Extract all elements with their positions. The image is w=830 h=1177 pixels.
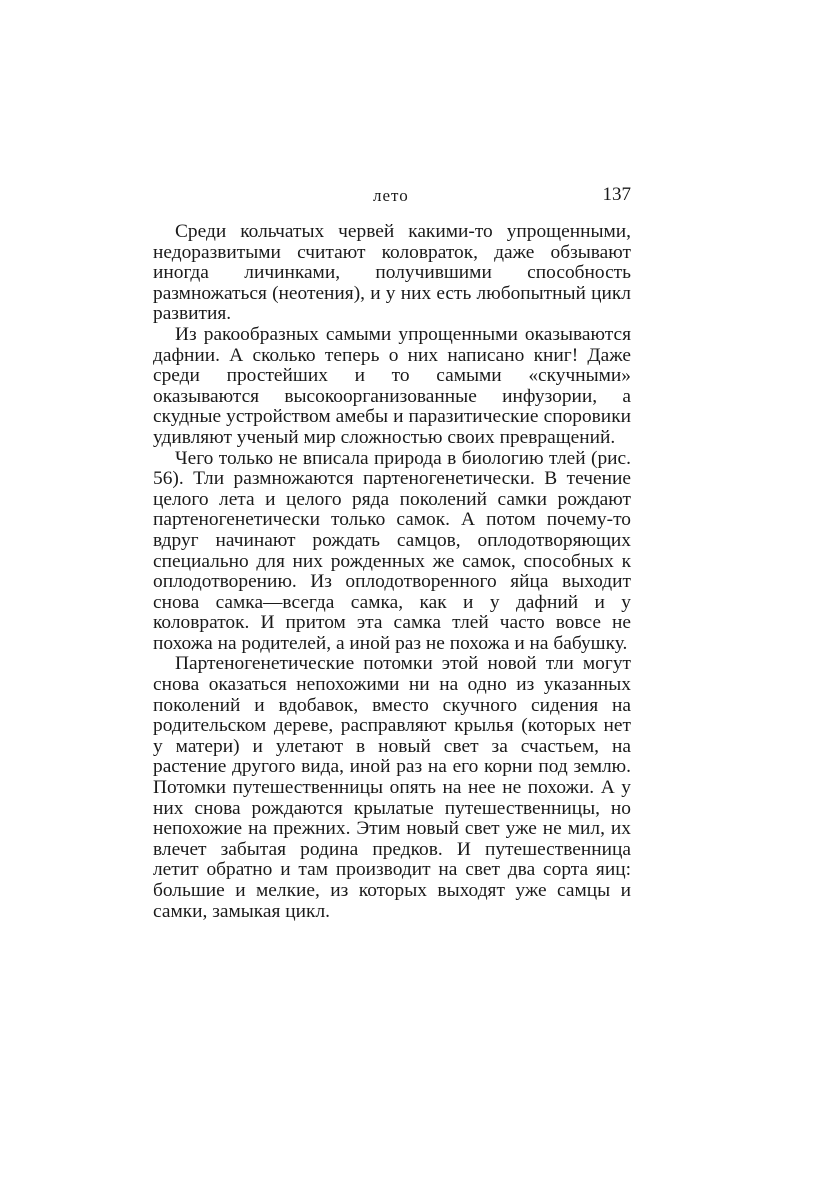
page-number: 137 xyxy=(602,184,631,205)
body-text xyxy=(153,222,631,922)
paragraph-4: Партеногенетические потомки этой новой тли могут снова оказаться непохожими ни на одно из указанных поколений и вдобавок, вместо скучного сидения на родительском дереве, расправляют крылья (которых нет у матери) и улетают в новый свет за счастьем, на растение другого вида, иной раз на его корни под землю. Потомки путешественницы опять на нее не похожи. А у них снова рождаются крылатые путешественницы, но непохожие на прежних. Этим новый свет уже не мил, их влечет забытая родина предков. И путешественница летит обратно и там производит на свет два сорта яиц: большие и мелкие, из которых выходят уже самцы и самки, замыкая цикл. xyxy=(153,653,631,922)
book-page xyxy=(153,180,631,922)
running-head xyxy=(153,180,631,214)
paragraph-1: Среди кольчатых червей какими-то упрощенными, недоразвитыми считают коловраток, даже обзывают иногда личинками, получившими способность размножаться (неотения), и у них есть любопытный цикл развития. xyxy=(153,221,631,325)
paragraph-3: Чего только не вписала природа в биологию тлей (рис. 56). Тли размножаются партеногенетически. В течение целого лета и целого ряда поколений самки рождают партеногенетически только самок. А потом почему-то вдруг начинают рождать самцов, оплодотворяющих специально для них рожденных же самок, способных к оплодотворению. Из оплодотворенного яйца выходит снова самка—всегда самка, как и у дафний и у коловраток. И притом эта самка тлей часто вовсе не похожа на родителей, а иной раз не похожа и на бабушку. xyxy=(153,447,631,654)
running-title: лето xyxy=(373,186,409,205)
paragraph-2: Из ракообразных самыми упрощенными оказываются дафнии. А сколько теперь о них написано книг! Даже среди простейших и то самыми «скучными» оказываются высокоорганизованные инфузории, а скудные устройством амебы и паразитические споровики удивляют ученый мир сложностью своих превращений. xyxy=(153,323,631,448)
